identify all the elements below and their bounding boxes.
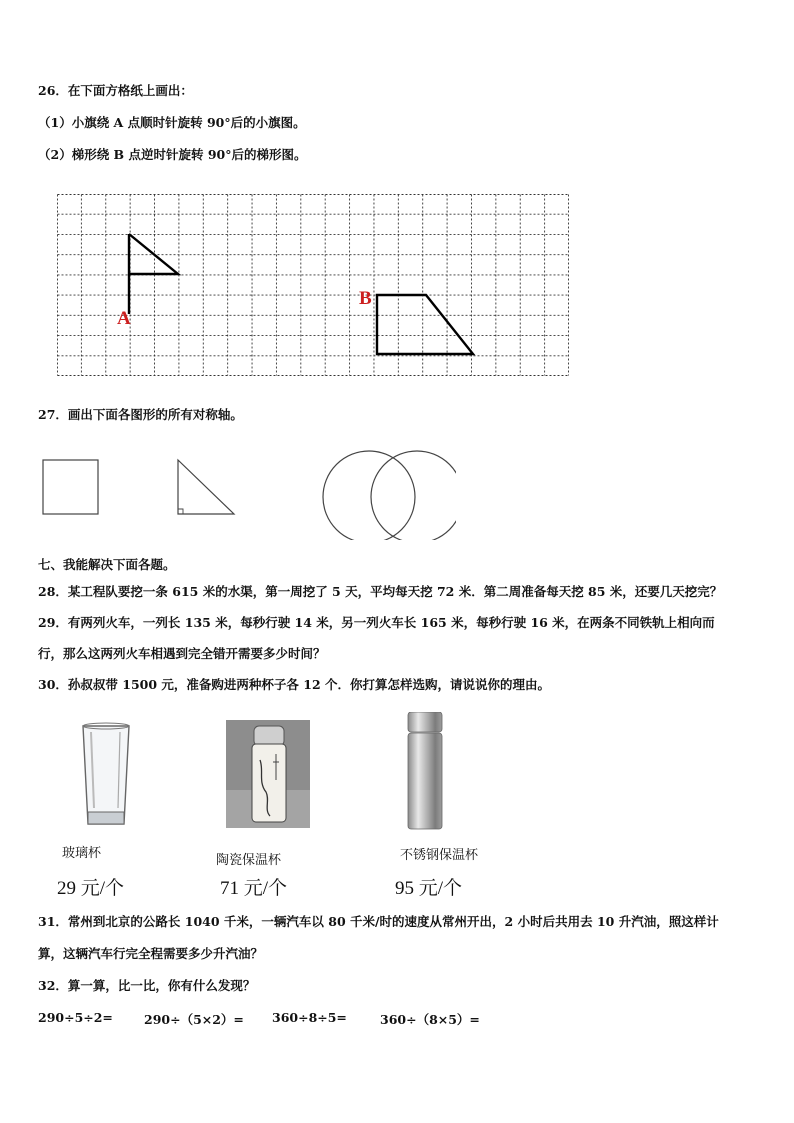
q31-line2: 算，这辆汽车行完全程需要多少升汽油？: [38, 946, 264, 961]
ceramic-cup-image: [226, 720, 310, 832]
section7-title: 七、我能解决下面各题。: [38, 557, 176, 572]
square-shape: [43, 460, 98, 514]
calc-item: 290÷5÷2=: [38, 1010, 113, 1025]
product-name-ceramic: 陶瓷保温杯: [216, 853, 282, 868]
q30-text: 30．孙叔叔带 1500 元，准备购进两种杯子各 12 个．你打算怎样选购，请说说你的理由。: [38, 677, 550, 692]
product-price-ceramic: 71 元/个: [220, 878, 288, 899]
q29-line1: 29．有两列火车，一列长 135 米，每秒行驶 14 米，另一列火车长 165 米，每秒行驶 16 米，在两条不同铁轨上相向而: [38, 615, 715, 630]
glass-cup-image: [80, 720, 132, 836]
flag-triangle: [129, 234, 178, 274]
label-a: A: [117, 308, 131, 329]
steel-cup-image: [405, 712, 445, 834]
product-name-steel: 不锈钢保温杯: [400, 848, 479, 863]
grid-paper: [57, 194, 569, 376]
product-name-glass: 玻璃杯: [62, 846, 102, 861]
symmetry-shapes: [36, 440, 456, 540]
product-price-steel: 95 元/个: [395, 878, 463, 899]
calc-item: 360÷（8×5）=: [380, 1012, 480, 1027]
q28-text: 28．某工程队要挖一条 615 米的水渠，第一周挖了 5 天，平均每天挖 72 米．第二周准备每天挖 85 米，还要几天挖完？: [38, 584, 723, 599]
right-triangle-shape: [178, 460, 234, 514]
trapezoid-figure: [377, 295, 473, 354]
q26-title: 26．在下面方格纸上画出：: [38, 83, 193, 98]
flag-figure: [129, 234, 178, 314]
label-b: B: [359, 288, 372, 309]
product-price-glass: 29 元/个: [57, 878, 125, 899]
q26-item1: （1）小旗绕 A 点顺时针旋转 90°后的小旗图。: [38, 115, 306, 130]
calc-item: 360÷8÷5=: [272, 1010, 347, 1025]
left-circle-shape: [323, 451, 415, 540]
q27-title: 27．画出下面各图形的所有对称轴。: [38, 407, 243, 422]
shapes-svg: [36, 440, 456, 540]
right-circle-shape: [371, 451, 456, 540]
q29-line2: 行，那么这两列火车相遇到完全错开需要多少时间？: [38, 646, 326, 661]
grid-svg: [57, 194, 569, 376]
calc-item: 290÷（5×2）=: [144, 1012, 244, 1027]
q31-line1: 31．常州到北京的公路长 1040 千米，一辆汽车以 80 千米/时的速度从常州开出，2 小时后共用去 10 升汽油，照这样计: [38, 914, 719, 929]
q26-item2: （2）梯形绕 B 点逆时针旋转 90°后的梯形图。: [38, 147, 307, 162]
cup-products: [50, 708, 550, 900]
q32-title: 32．算一算，比一比，你有什么发现？: [38, 978, 256, 993]
